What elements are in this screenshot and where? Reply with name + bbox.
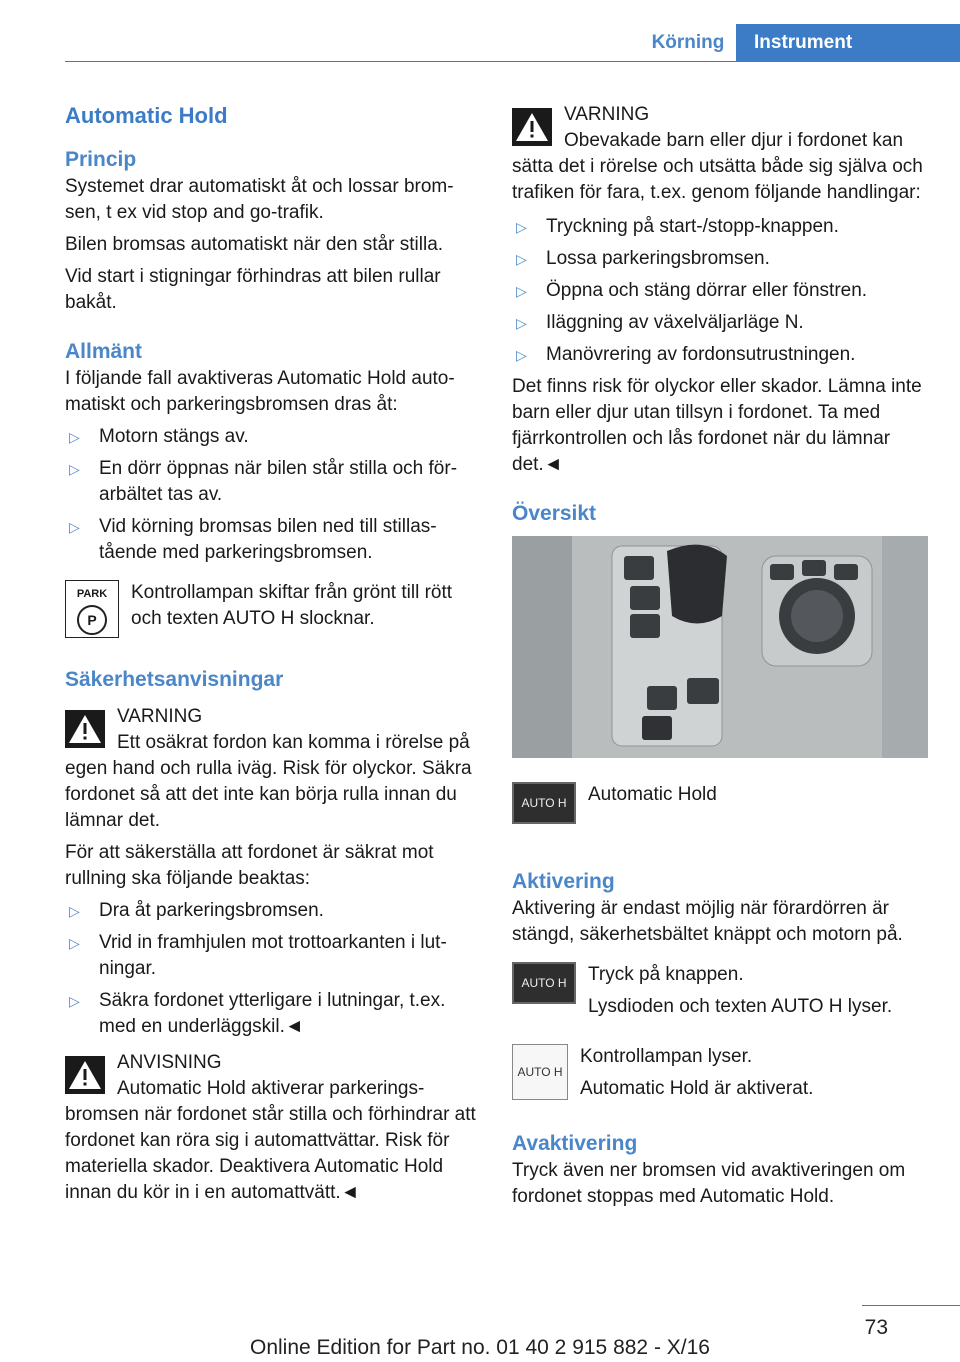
heading-avaktivering: Avaktivering bbox=[512, 1132, 638, 1155]
overview-caption bbox=[512, 782, 926, 846]
heading-allmant: Allmänt bbox=[65, 340, 143, 363]
lamp-note bbox=[512, 1044, 926, 1108]
step-2: Lysdioden och texten AUTO H lyser. bbox=[588, 996, 893, 1017]
notice-label: ANVISNING bbox=[117, 1052, 222, 1073]
bullet-triangle-icon: ▷ bbox=[516, 347, 527, 363]
warning-block bbox=[65, 704, 479, 834]
park-note-text: Kontrollampan skiftar från grönt till rött och texten AUTO H slocknar. bbox=[131, 582, 453, 629]
bullet-triangle-icon: ▷ bbox=[516, 315, 527, 331]
page-footer bbox=[0, 1305, 960, 1362]
bullet-triangle-icon: ▷ bbox=[516, 251, 527, 267]
list-item: ▷ Iläggning av växelväljarläge N. bbox=[512, 310, 926, 336]
notice-text: Automatic Hold aktiverar parkeringsbromsen när fordonet står stilla och förhindrar att fordonet kan röra sig i automattvättar. Risk för materiella skador. Deaktivera Automatic Hold innan du kör in i en automattvätt.◄ bbox=[65, 1078, 476, 1203]
paragraph: Vid start i stigningar förhindras att bilen rullar bakåt. bbox=[65, 266, 441, 313]
list-item: ▷ Dra åt parkeringsbromsen. bbox=[65, 898, 479, 924]
header-rule bbox=[65, 61, 960, 62]
bullet-triangle-icon: ▷ bbox=[69, 461, 80, 477]
center-console-photo bbox=[512, 536, 928, 758]
notice-icon bbox=[65, 1056, 105, 1094]
auto-h-button-icon: AUTO H bbox=[512, 782, 576, 824]
lamp-line-2: Automatic Hold är aktiverat. bbox=[580, 1078, 814, 1099]
warning-icon bbox=[512, 108, 552, 146]
page-title: Automatic Hold bbox=[65, 103, 228, 128]
footer-rule bbox=[862, 1305, 960, 1306]
activation-step bbox=[512, 962, 926, 1026]
page-number: 73 bbox=[864, 1316, 888, 1339]
warning-icon bbox=[65, 710, 105, 748]
bullet-triangle-icon: ▷ bbox=[69, 903, 80, 919]
heading-princip: Princip bbox=[65, 148, 137, 171]
paragraph: Tryck även ner bromsen vid avaktiveringen om fordonet stoppas med Automatic Hold. bbox=[512, 1160, 906, 1207]
step-1: Tryck på knappen. bbox=[588, 964, 744, 985]
notice-block bbox=[65, 1050, 479, 1206]
bullet-triangle-icon: ▷ bbox=[69, 519, 80, 535]
heading-sakerhet: Säkerhetsanvisningar bbox=[65, 668, 284, 691]
auto-h-button-icon: AUTO H bbox=[512, 962, 576, 1004]
bullet-triangle-icon: ▷ bbox=[516, 219, 527, 235]
list-item: ▷ En dörr öppnas när bilen står stilla och förarbältet tas av. bbox=[69, 458, 458, 505]
warning-close-text: Det finns risk för olyckor eller skador. Lämna inte barn eller djur utan tillsyn i fordonet. Ta med fjärrkontrollen och lås fordonet när du lämnar det.◄ bbox=[512, 376, 922, 475]
chapter-tab: Instrument bbox=[736, 24, 960, 62]
bullet-list bbox=[65, 424, 479, 566]
bullet-list bbox=[65, 898, 479, 1040]
list-item: ▷ Öppna och stäng dörrar eller fönstren. bbox=[512, 278, 926, 304]
left-column bbox=[65, 100, 479, 1206]
auto-h-indicator-icon: AUTO H bbox=[512, 1044, 568, 1100]
section-tab: Körning bbox=[651, 32, 725, 53]
park-note bbox=[65, 580, 479, 644]
bullet-triangle-icon: ▷ bbox=[69, 935, 80, 951]
page-header bbox=[0, 0, 960, 62]
bullet-triangle-icon: ▷ bbox=[516, 283, 527, 299]
list-item: ▷ Vid körning bromsas bilen ned till stillastående med parkeringsbromsen. bbox=[69, 516, 437, 563]
lamp-line-1: Kontrollampan lyser. bbox=[580, 1046, 753, 1067]
heading-oversikt: Översikt bbox=[512, 502, 597, 525]
right-column bbox=[512, 102, 926, 1216]
list-item: ▷ Säkra fordonet ytterligare i lutningar, t.ex. med en underläggskil.◄ bbox=[69, 990, 446, 1037]
warning-text: Ett osäkrat fordon kan komma i rörelse på egen hand och rulla iväg. Risk för olyckor. Säkra fordonet så att det inte kan börja rulla innan du lämnar det. bbox=[65, 732, 472, 831]
list-item: ▷ Vrid in framhjulen mot trottoarkanten i lutningar. bbox=[69, 932, 447, 979]
caption-text: Automatic Hold bbox=[588, 784, 717, 805]
paragraph: Aktivering är endast möjlig när förardörren är stängd, säkerhetsbältet knäppt och motorn på. bbox=[512, 898, 903, 945]
warning-label: VARNING bbox=[564, 104, 650, 125]
edition-text: Online Edition for Part no. 01 40 2 915 882 - X/16 bbox=[250, 1336, 710, 1359]
paragraph: Bilen bromsas automatiskt när den står stilla. bbox=[65, 234, 444, 255]
paragraph: I följande fall avaktiveras Automatic Hold automatiskt och parkeringsbromsen dras åt: bbox=[65, 368, 455, 415]
bullet-list bbox=[512, 214, 926, 368]
bullet-triangle-icon: ▷ bbox=[69, 429, 80, 445]
park-brake-icon: PARK P bbox=[65, 580, 119, 638]
list-item: ▷ Tryckning på start-/stopp-knappen. bbox=[512, 214, 926, 240]
heading-aktivering: Aktivering bbox=[512, 870, 615, 893]
warning-block bbox=[512, 102, 926, 206]
list-item: ▷ Manövrering av fordonsutrustningen. bbox=[512, 342, 926, 368]
paragraph: För att säkerställa att fordonet är säkrat mot rullning ska följande beaktas: bbox=[65, 842, 434, 889]
warning-text: Obevakade barn eller djur i fordonet kan sätta det i rörelse och utsätta både sig själva och trafiken för fara, t.ex. genom följande handlingar: bbox=[512, 130, 923, 203]
bullet-triangle-icon: ▷ bbox=[69, 993, 80, 1009]
list-item: ▷ Lossa parkeringsbromsen. bbox=[512, 246, 926, 272]
warning-label: VARNING bbox=[117, 706, 203, 727]
paragraph: Systemet drar automatiskt åt och lossar bromsen, t ex vid stop and go-trafik. bbox=[65, 176, 454, 223]
list-item: ▷ Motorn stängs av. bbox=[65, 424, 479, 450]
